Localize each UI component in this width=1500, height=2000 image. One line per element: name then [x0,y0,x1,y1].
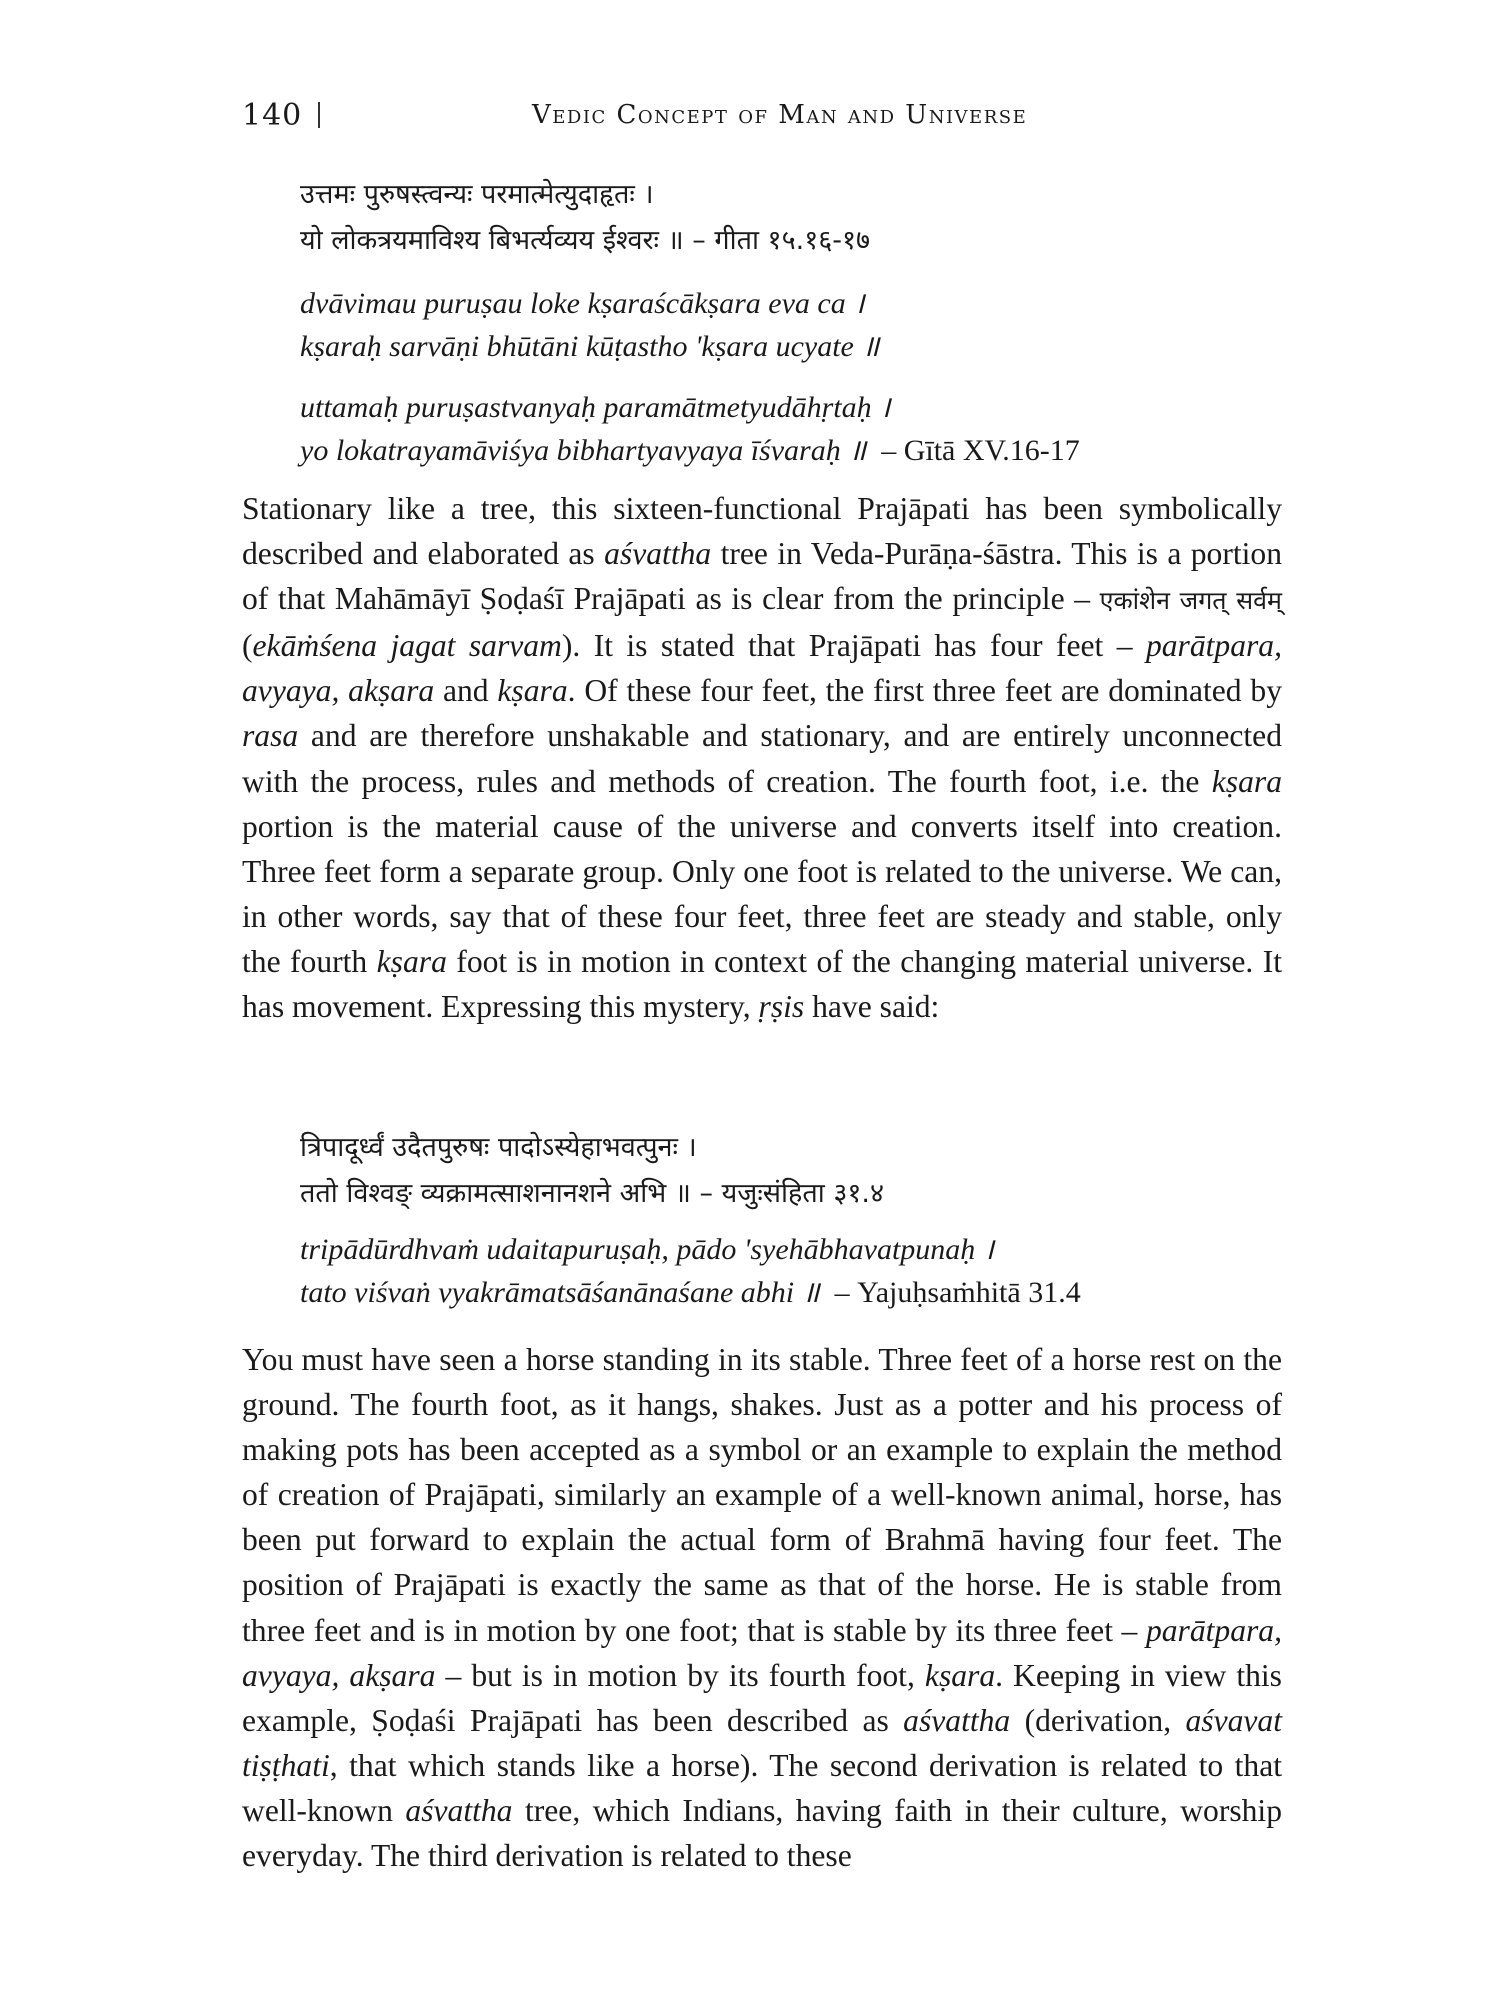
text-run: , that which stands like a horse). The second derivation is related to that well-known [242,1747,1282,1828]
verse-line: dvāvimau puruṣau loke kṣaraścākṣara eva ca । [300,287,865,320]
running-title: Vedic Concept of Man and Universe [532,100,1028,130]
verse-text: tato viśvaṅ vyakrāmatsāśanānaśane abhi ॥ [300,1276,820,1309]
verse1-devanagari [300,172,1200,264]
italic-term: ekāṁśena jagat sarvam [252,628,562,664]
text-run: . Keeping in view this example, Ṣoḍaśi Prajāpati has been described as [242,1657,1282,1738]
text-run: tree, which Indians, having faith in their culture, worship everyday. The third derivation is related to these [242,1792,1283,1874]
verse-line: ततो विश्वङ् व्यक्रामत्साशनानशने अभि ॥ – यजुःसंहिता ३१.४ [300,1178,885,1209]
body-paragraph-1 [242,486,1282,1029]
italic-term: kṣara [1211,763,1282,799]
verse-line: kṣaraḥ sarvāṇi bhūtāni kūṭastho 'kṣara ucyate ॥ [300,330,880,363]
italic-term: aśvattha [604,536,712,572]
text-run: You must have seen a horse standing in its stable. Three feet of a horse rest on the ground. The fourth foot, as it hangs, shakes. Just as a potter and his process of making pots has been accepted as a symbol or an example to explain the method of creation of Prajāpati, similarly an example of a well-known animal, horse, has been put forward to explain the actual form of Brahmā having four feet. The position of Prajāpati is exactly the same as that of the horse. He is stable from three feet and is in motion by one foot; that is stable by its three feet – [242,1342,1282,1648]
text-run: have said: [804,989,940,1025]
italic-term: parātpara, avyaya, akṣara [242,1612,1282,1693]
text-run: portion is the material cause of the universe and converts itself into creation. Three feet form a separate group. Only one foot is related to the universe. We can, in other words, say that of these four feet, three feet are steady and stable, only the fourth [242,808,1282,979]
text-run: Stationary like a tree, this sixteen-functional Prajāpati has been symbolically described and elaborated as [242,491,1282,572]
verse-line: यो लोकत्रयमाविश्य बिभर्त्यव्यय ईश्वरः ॥ – गीता १५.१६-१७ [300,225,871,256]
verse-line: tripādūrdhvaṁ udaitapuruṣaḥ, pādo 'syehābhavatpunaḥ । [300,1233,995,1266]
italic-term: kṣara [497,673,568,709]
verse1-transliteration-b [300,386,1200,472]
italic-term: aśvattha [405,1792,513,1828]
text-run: and [434,673,498,709]
text-run: foot is in motion in context of the changing material universe. It has movement. Expressing this mystery, [242,943,1282,1025]
verse2-devanagari [300,1125,1200,1217]
page-header [242,98,1282,138]
verse2-transliteration [300,1228,1200,1314]
italic-term: aśvattha [903,1702,1011,1738]
verse-line: त्रिपादूर्ध्वं उदैतपुरुषः पादोऽस्येहाभवत्पुनः । [300,1132,697,1163]
text-run: tree in Veda-Purāṇa-śāstra. This is a portion of that Mahāmāyī Ṣoḍaśī Prajāpati as is clear from the principle – [242,536,1283,617]
italic-term: parātpara, avyaya, akṣara [242,628,1282,709]
text-run: ( [242,628,253,664]
italic-term: aśvavat tiṣṭhati [242,1702,1282,1783]
verse-text: yo lokatrayamāviśya bibhartyavyaya īśvaraḥ ॥ [300,434,867,467]
text-run: . Of these four feet, the first three feet are dominated by [567,673,1282,709]
body-paragraph-2 [242,1337,1282,1878]
italic-term: kṣara [376,943,447,979]
text-run: ). It is stated that Prajāpati has four feet – [561,628,1146,664]
page-number: 140 [242,98,303,133]
verse1-transliteration-a [300,282,1200,368]
verse-line: उत्तमः पुरुषस्त्वन्यः परमात्मेत्युदाहृतः । [300,179,654,210]
text-run: (derivation, [1010,1702,1186,1738]
italic-term: ṛṣis [758,989,805,1025]
verse-line [300,429,1200,472]
italic-term: kṣara [924,1657,996,1693]
verse-line: uttamaḥ puruṣastvanyaḥ paramātmetyudāhṛtaḥ । [300,391,891,424]
header-divider [318,102,320,128]
text-run: – but is in motion by its fourth foot, [435,1657,925,1693]
verse-line [300,1271,1200,1314]
verse-citation: – Gītā XV.16-17 [881,434,1080,467]
italic-term: rasa [242,718,299,754]
text-run: and are therefore unshakable and stationary, and are entirely unconnected with the process, rules and methods of creation. The fourth foot, i.e. the [242,718,1282,799]
devanagari-inline: एकांशेन जगत् सर्वम् [1099,586,1282,616]
verse-citation: – Yajuḥsaṁhitā 31.4 [834,1276,1081,1309]
